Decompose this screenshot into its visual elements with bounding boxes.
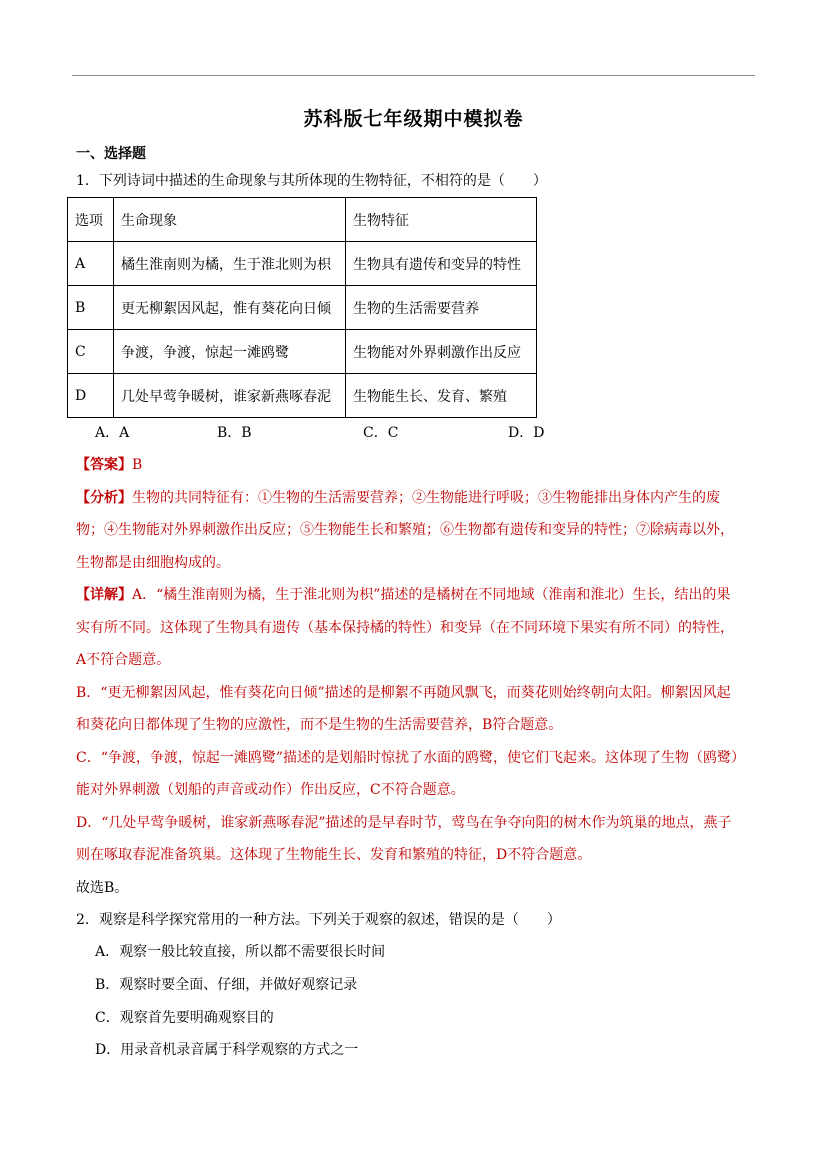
analysis-line-3: 生物都是由细胞构成的。 xyxy=(76,555,230,571)
table-row xyxy=(68,374,537,418)
table-cell: 生物具有遗传和变异的特性 xyxy=(346,242,537,286)
table-row xyxy=(68,330,537,374)
q2-option-b: B．观察时要全面、仔细，并做好观察记录 xyxy=(95,977,358,993)
detail-line-1 xyxy=(76,585,730,605)
analysis-text: 生物的共同特征有：①生物的生活需要营养；②生物能进行呼吸；③生物能排出身体内产生的废 xyxy=(132,490,720,506)
question-1-table xyxy=(67,197,537,418)
table-row xyxy=(68,286,537,330)
answer-value: B xyxy=(132,457,143,473)
detail-line-3: A不符合题意。 xyxy=(76,652,171,668)
detail-tag: 【详解】 xyxy=(76,587,132,603)
table-cell: D xyxy=(68,374,114,418)
table-cell: A xyxy=(68,242,114,286)
table-cell: 生物的生活需要营养 xyxy=(346,286,537,330)
detail-line-8: D．“几处早莺争暖树，谁家新燕啄春泥”描述的是早春时节，莺鸟在争夺向阳的树木作为筑巢的地点，燕子 xyxy=(76,815,732,831)
detail-line-2: 实有所不同。这体现了生物具有遗传（基本保持橘的特性）和变异（在不同环境下果实有所不同）的特性， xyxy=(76,620,734,636)
table-cell: 生物能对外界刺激作出反应 xyxy=(346,330,537,374)
table-cell: 生物能生长、发育、繁殖 xyxy=(346,374,537,418)
detail-line-9: 则在啄取春泥准备筑巢。这体现了生物能生长、发育和繁殖的特征，D不符合题意。 xyxy=(76,847,592,863)
page-title: 苏科版七年级期中模拟卷 xyxy=(303,108,524,130)
table-cell: 橘生淮南则为橘，生于淮北则为枳 xyxy=(114,242,346,286)
table-cell: 更无柳絮因风起，惟有葵花向日倾 xyxy=(114,286,346,330)
analysis-line-1 xyxy=(76,488,720,508)
table-header-row xyxy=(68,198,537,242)
question-1-stem: 1．下列诗词中描述的生命现象与其所体现的生物特征，不相符的是（ ） xyxy=(76,173,547,189)
q1-option-b: B．B xyxy=(217,425,252,441)
table-row xyxy=(68,242,537,286)
table-cell: B xyxy=(68,286,114,330)
table-header-cell: 生物特征 xyxy=(346,198,537,242)
header-rule xyxy=(72,75,755,76)
table-cell: C xyxy=(68,330,114,374)
q2-option-c: C．观察首先要明确观察目的 xyxy=(95,1010,274,1026)
q1-option-a: A．A xyxy=(95,425,130,441)
table-cell: 几处早莺争暖树，谁家新燕啄春泥 xyxy=(114,374,346,418)
q2-option-a: A．观察一般比较直接，所以都不需要很长时间 xyxy=(95,944,386,960)
detail-line-7: 能对外界刺激（划船的声音或动作）作出反应，C不符合题意。 xyxy=(76,782,465,798)
detail-text: A．“橘生淮南则为橘，生于淮北则为枳”描述的是橘树在不同地域（淮南和淮北）生长，结出的果 xyxy=(132,587,731,603)
detail-line-4: B．“更无柳絮因风起，惟有葵花向日倾”描述的是柳絮不再随风飘飞，而葵花则始终朝向太阳。柳絮因风起 xyxy=(76,685,731,701)
question-2-stem: 2．观察是科学探究常用的一种方法。下列关于观察的叙述，错误的是（ ） xyxy=(76,912,561,928)
q1-option-d: D．D xyxy=(508,425,545,441)
detail-line-5: 和葵花向日都体现了生物的应激性，而不是生物的生活需要营养，B符合题意。 xyxy=(76,717,563,733)
answer-tag: 【答案】 xyxy=(76,457,132,473)
section-heading: 一、选择题 xyxy=(76,146,146,162)
conclusion: 故选B。 xyxy=(76,880,129,896)
analysis-line-2: 物；④生物能对外界刺激作出反应；⑤生物能生长和繁殖；⑥生物都有遗传和变异的特性；⑦除病毒以外， xyxy=(76,522,734,538)
answer-line xyxy=(76,455,142,475)
detail-line-6: C．“争渡，争渡，惊起一滩鸥鹭”描述的是划船时惊扰了水面的鸥鹭，使它们飞起来。这体现了生物（鸥鹭） xyxy=(76,750,746,766)
table-header-cell: 生命现象 xyxy=(114,198,346,242)
table-header-cell: 选项 xyxy=(68,198,114,242)
q1-option-c: C．C xyxy=(363,425,399,441)
analysis-tag: 【分析】 xyxy=(76,490,132,506)
q2-option-d: D．用录音机录音属于科学观察的方式之一 xyxy=(95,1042,359,1058)
table-cell: 争渡，争渡，惊起一滩鸥鹭 xyxy=(114,330,346,374)
